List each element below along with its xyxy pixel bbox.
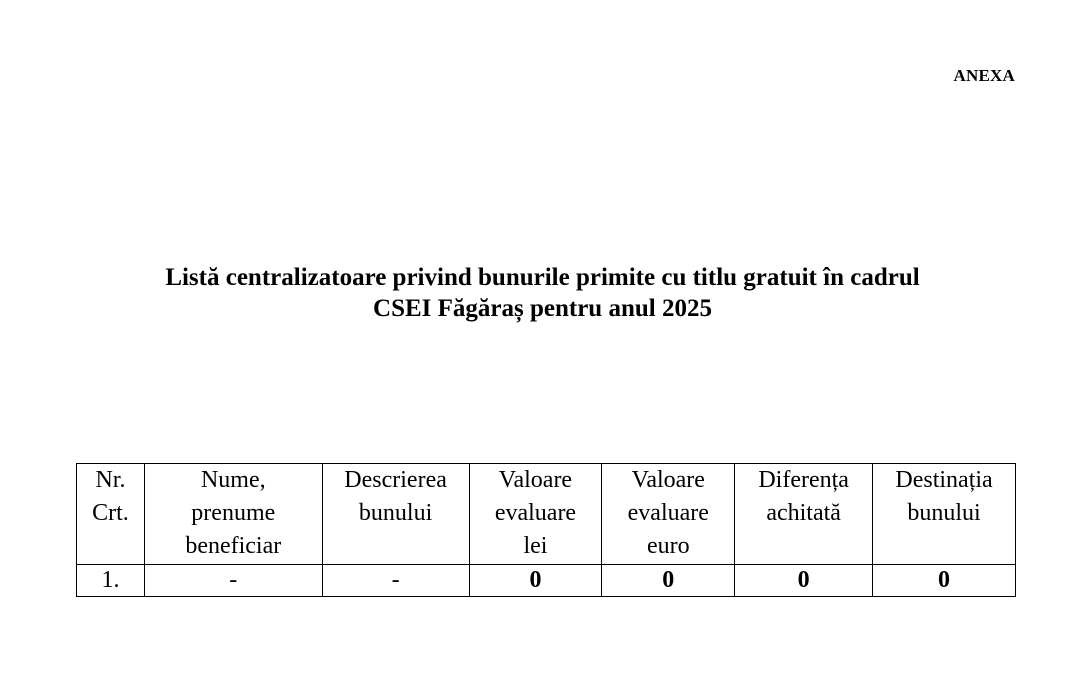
header-description	[322, 464, 469, 565]
header-destination	[873, 464, 1016, 565]
header-line: bunului	[358, 500, 433, 526]
cell-difference-paid: 0	[735, 565, 873, 597]
header-line: Valoare	[631, 467, 705, 493]
annex-label: ANEXA	[953, 66, 1015, 85]
header-line: Valoare	[498, 467, 573, 493]
header-nr-crt	[77, 464, 145, 565]
header-line: evaluare	[494, 500, 577, 526]
header-line: Nume,	[200, 467, 266, 493]
title-line-1: Listă centralizatoare privind bunurile primite cu titlu gratuit în cadrul	[165, 264, 920, 291]
header-line: Diferența	[758, 467, 849, 493]
table-row	[77, 565, 1016, 597]
cell-beneficiary: -	[144, 565, 322, 597]
header-line: achitată	[766, 500, 841, 526]
cell-destination: 0	[873, 565, 1016, 597]
header-line: euro	[646, 533, 690, 559]
header-line: Crt.	[92, 500, 129, 526]
header-difference-paid	[735, 464, 873, 565]
cell-value-euro: 0	[602, 565, 735, 597]
table-header-row	[77, 464, 1016, 565]
cell-value-lei: 0	[469, 565, 602, 597]
header-line: Destinația	[895, 467, 993, 493]
header-line: prenume	[191, 500, 276, 526]
header-line: Descrierea	[344, 467, 447, 493]
document-title	[0, 262, 1085, 324]
cell-nr: 1.	[77, 565, 145, 597]
header-line: evaluare	[627, 500, 709, 526]
header-line: lei	[523, 533, 548, 559]
header-beneficiary	[144, 464, 322, 565]
header-line: bunului	[907, 500, 981, 526]
cell-description: -	[322, 565, 469, 597]
header-value-lei	[469, 464, 602, 565]
title-line-2: CSEI Făgăraș pentru anul 2025	[373, 295, 712, 322]
goods-table	[76, 463, 1016, 597]
header-value-euro	[602, 464, 735, 565]
header-line: beneficiar	[185, 533, 282, 559]
header-line: Nr.	[95, 467, 126, 493]
